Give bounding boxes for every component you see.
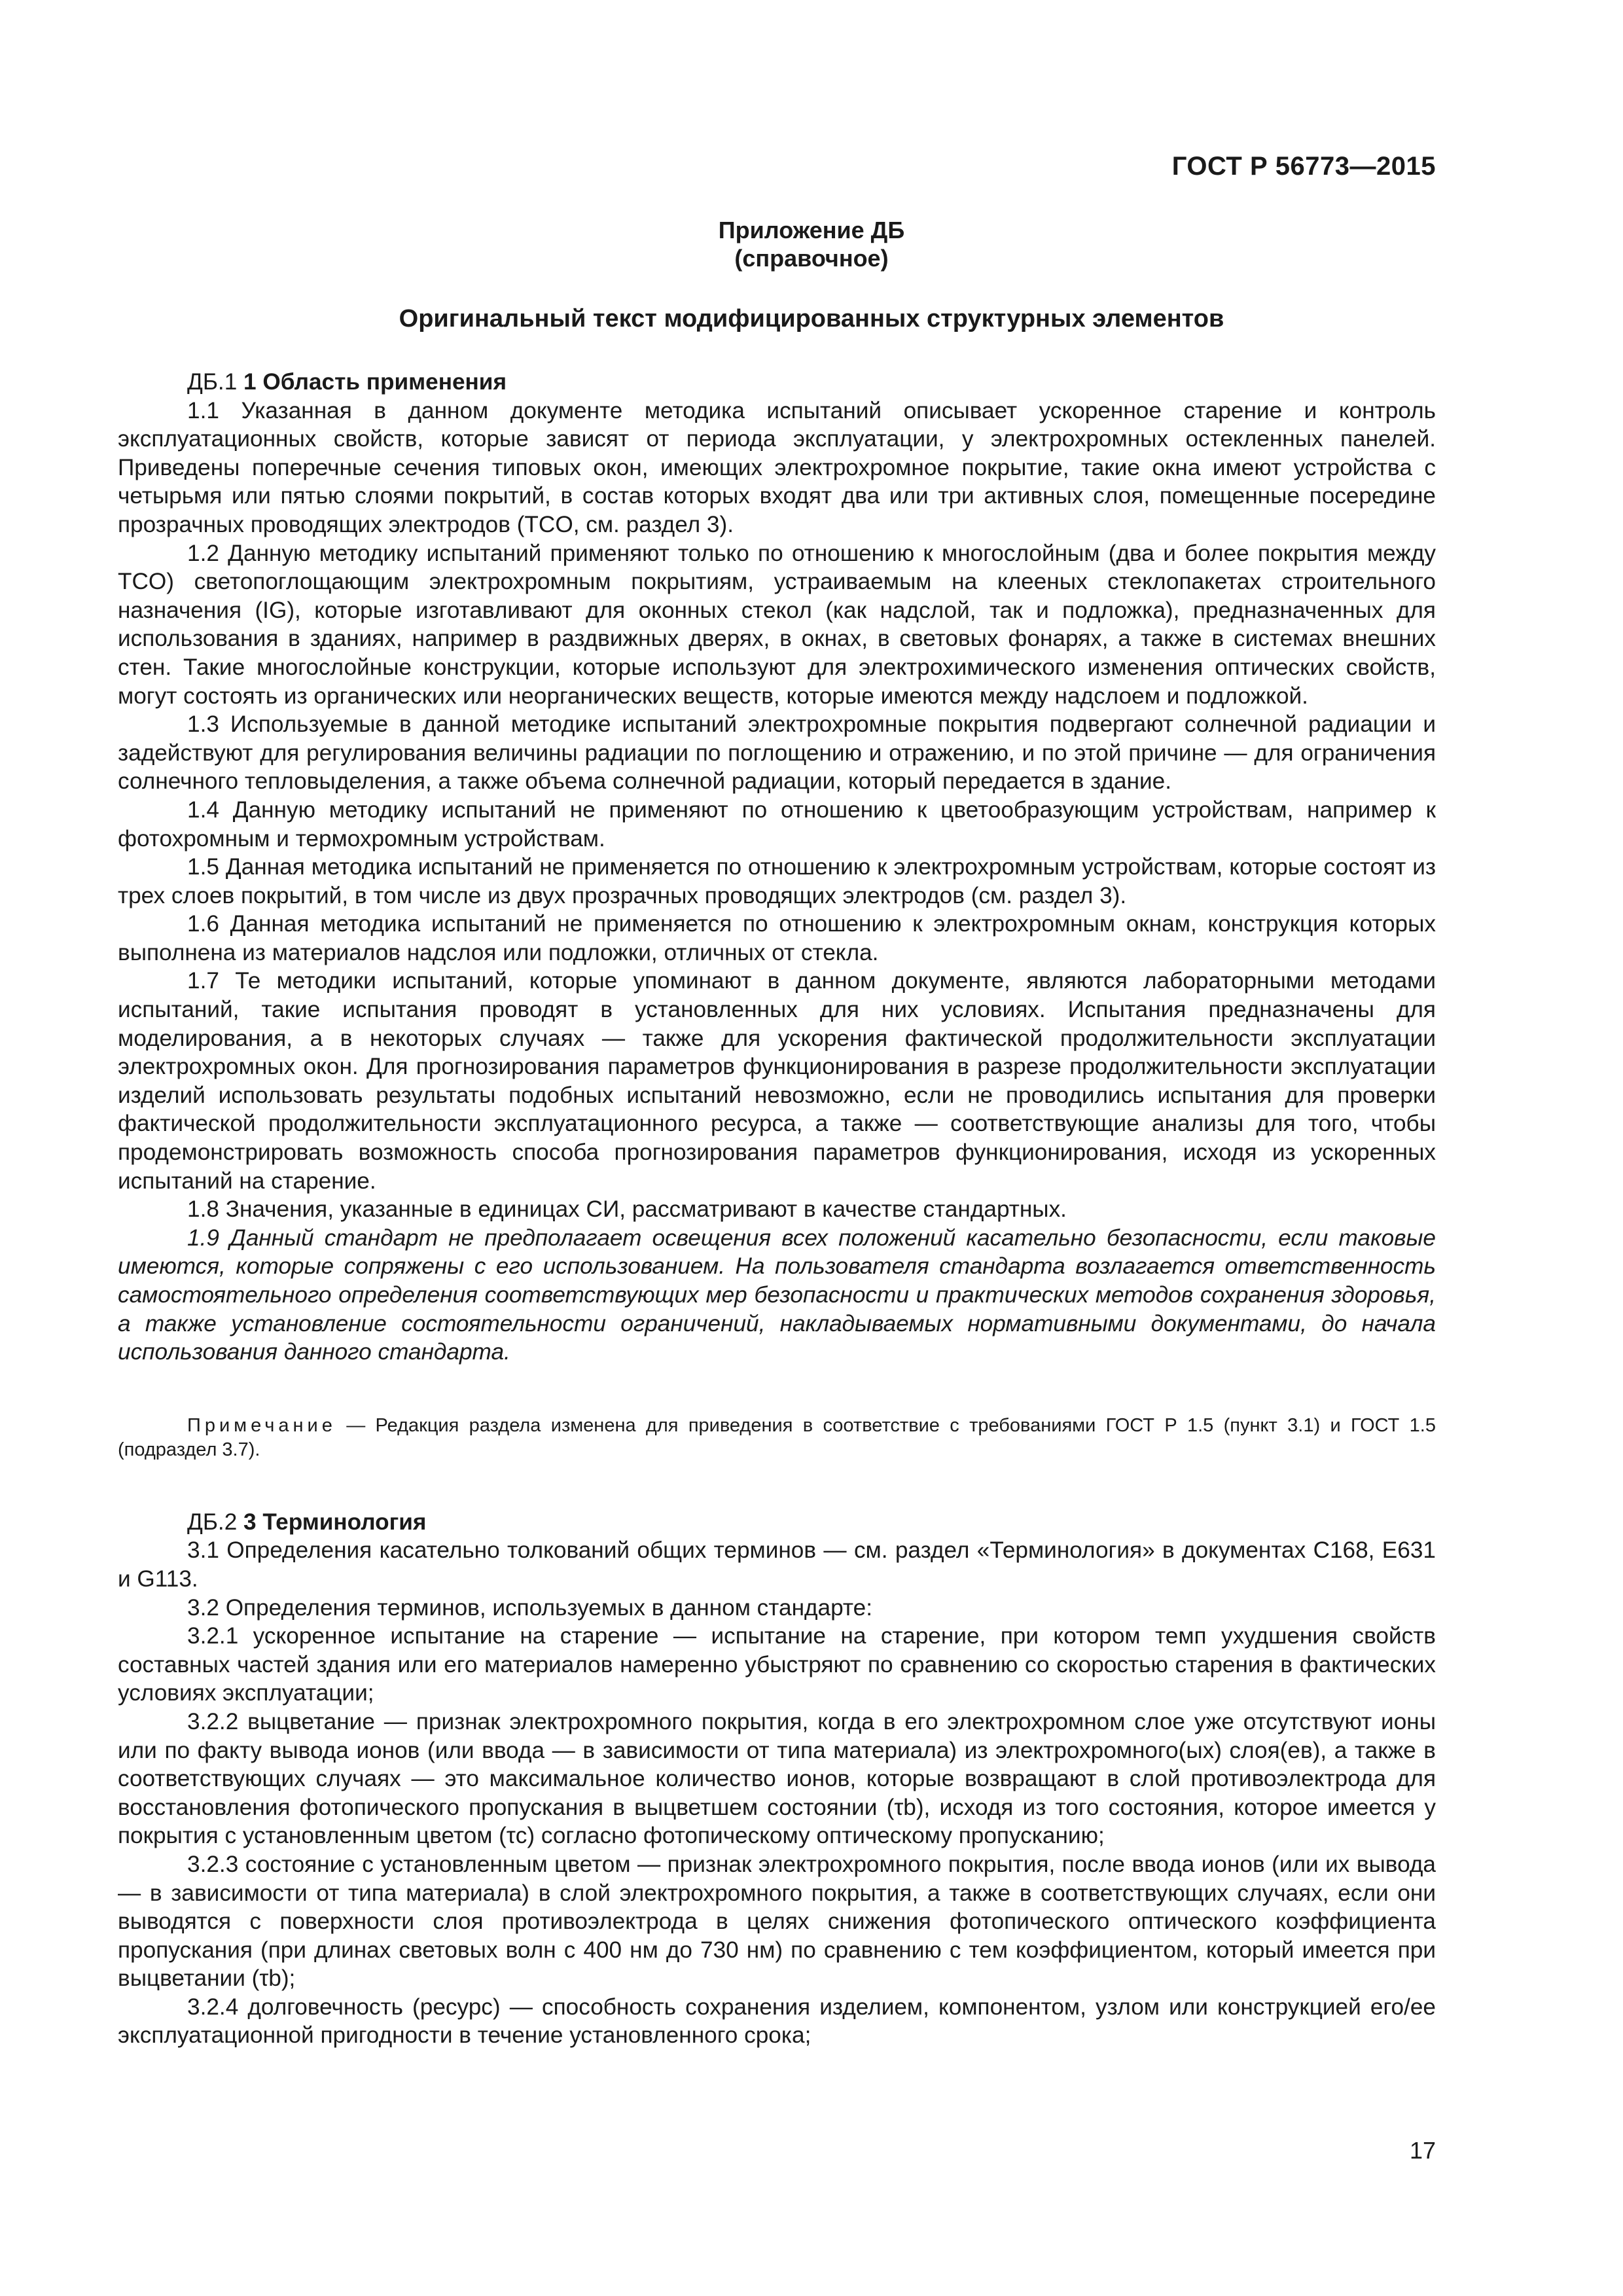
body-text bbox=[118, 368, 1436, 2050]
note bbox=[118, 1414, 1436, 1462]
paragraph-1-7: 1.7 Те методики испытаний, которые упоминают в данном документе, являются лабораторными методами испытаний, такие испытания проводят в установленных для них условиях. Испытания предназначены для моделирования, а в некоторых случаях — также для ускорения фактической продолжительности эксплуатации электрохромных окон. Для прогнозирования параметров функционирования в разрезе продолжительности эксплуатации изделий использовать результаты подобных испытаний невозможно, если не проводились испытания для проверки фактической продолжительности эксплуатационного ресурса, а также — соответствующие анализы для того, чтобы продемонстрировать возможность способа прогнозирования параметров функционирования, исходя из ускоренных испытаний на старение. bbox=[118, 968, 1436, 1194]
paragraph-3-2-3: 3.2.3 состояние с установленным цветом — признак электрохромного покрытия, после ввода ионов (или их вывода — в зависимости от типа материала) в слой электрохромного покрытия, а также в соответствующих случаях, если они выводятся с поверхности слоя противоэлектрода в целях снижения фотопического оптического коэффициента пропускания (при длинах световых волн с 400 нм до 730 нм) по сравнению с тем коэффициентом, который имеется при выцветании (τb); bbox=[118, 1851, 1436, 1992]
page-number: 17 bbox=[1409, 2137, 1436, 2164]
annex-subtitle: (справочное) bbox=[734, 245, 889, 272]
section-heading-1 bbox=[118, 368, 1436, 397]
paragraph-1-2: 1.2 Данную методику испытаний применяют только по отношению к многослойным (два и более покрытия между TCO) светопоглощающим электрохромным покрытиям, устраиваемым на клееных стеклопакетах строительного назначения (IG), которые изготавливают для оконных стекол (как надслой, так и подложка), предназначенных для использования в зданиях, например в раздвижных дверях, в окнах, в световых фонарях, а также в системах внешних стен. Такие многослойные конструкции, которые используют для электрохимического изменения оптических свойств, могут состоять из органических или неорганических веществ, которые имеются между надслоем и подложкой. bbox=[118, 540, 1436, 709]
paragraph-3-2-4: 3.2.4 долговечность (ресурс) — способность сохранения изделием, компонентом, узлом или конструкцией его/ее эксплуатационной пригодности в течение установленного срока; bbox=[118, 1994, 1436, 2049]
section-heading-2 bbox=[118, 1508, 1436, 1537]
document-code: ГОСТ Р 56773—2015 bbox=[1171, 152, 1436, 181]
annex-title: Приложение ДБ bbox=[718, 217, 905, 243]
section-prefix: ДБ.2 bbox=[187, 1509, 244, 1535]
paragraph-1-8: 1.8 Значения, указанные в единицах СИ, рассматривают в качестве стандартных. bbox=[187, 1196, 1067, 1223]
paragraph-1-4: 1.4 Данную методику испытаний не применяют по отношению к цветообразующим устройствам, например к фотохромным и термохромным устройствам. bbox=[118, 797, 1436, 852]
section-title: 1 Область применения bbox=[243, 369, 507, 395]
paragraph-3-1: 3.1 Определения касательно толкований общих терминов — см. раздел «Терминология» в документах C168, E631 и G113. bbox=[118, 1537, 1436, 1592]
paragraph-1-3: 1.3 Используемые в данной методике испытаний электрохромные покрытия подвергают солнечной радиации и задействуют для регулирования величины радиации по поглощению и отражению, и по этой причине — для ограничения солнечного тепловыделения, а также объема солнечной радиации, который передается в здание. bbox=[118, 711, 1436, 795]
note-label: Примечание bbox=[187, 1414, 336, 1436]
annex-title-block bbox=[0, 216, 1623, 272]
paragraph-3-2-2: 3.2.2 выцветание — признак электрохромного покрытия, когда в его электрохромном слое уже отсутствуют ионы или по факту вывода ионов (или ввода — в зависимости от типа материала) из электрохромного(ых) слоя(ев), а также в соответствующих случаях — это максимальное количество ионов, которые возвращают в слой противоэлектрода для восстановления фотопического пропускания в выцветшем состоянии (τb), исходя из того состояния, которое имеется у покрытия с установленным цветом (τc) согласно фотопическому оптическому пропусканию; bbox=[118, 1708, 1436, 1849]
note-text: — Редакция раздела изменена для приведения в соответствие с требованиями ГОСТ Р 1.5 (пункт 3.1) и ГОСТ 1.5 (подраздел 3.7). bbox=[118, 1414, 1436, 1460]
section-prefix: ДБ.1 bbox=[187, 369, 244, 395]
paragraph-1-5: 1.5 Данная методика испытаний не применяется по отношению к электрохромным устройствам, которые состоят из трех слоев покрытий, в том числе из двух прозрачных проводящих электродов (см. раздел 3). bbox=[118, 854, 1436, 908]
annex-heading: Оригинальный текст модифицированных структурных элементов bbox=[399, 305, 1224, 332]
paragraph-1-6: 1.6 Данная методика испытаний не применяется по отношению к электрохромным окнам, конструкция которых выполнена из материалов надслоя или подложки, отличных от стекла. bbox=[118, 911, 1436, 965]
paragraph-3-2: 3.2 Определения терминов, используемых в данном стандарте: bbox=[187, 1594, 872, 1621]
paragraph-1-1: 1.1 Указанная в данном документе методика испытаний описывает ускоренное старение и контроль эксплуатационных свойств, которые зависят от периода эксплуатации, у электрохромных остекленных панелей. Приведены поперечные сечения типовых окон, имеющих электрохромное покрытие, такие окна имеют устройства с четырьмя или пятью слоями покрытий, в состав которых входят два или три активных слоя, помещенные посередине прозрачных проводящих электродов (TCO, см. раздел 3). bbox=[118, 397, 1436, 537]
paragraph-1-9: 1.9 Данный стандарт не предполагает освещения всех положений касательно безопасности, если таковые имеются, которые сопряжены с его использованием. На пользователя стандарта возлагается ответственность самостоятельного определения соответствующих мер безопасности и практических методов сохранения здоровья, а также установление состоятельности ограничений, накладываемых нормативными документами, до начала использования данного стандарта. bbox=[118, 1225, 1436, 1365]
section-title: 3 Терминология bbox=[243, 1509, 427, 1535]
paragraph-3-2-1: 3.2.1 ускоренное испытание на старение — испытание на старение, при котором темп ухудшения свойств составных частей здания или его материалов намеренно убыстряют по сравнению со скоростью старения в фактических условиях эксплуатации; bbox=[118, 1623, 1436, 1706]
